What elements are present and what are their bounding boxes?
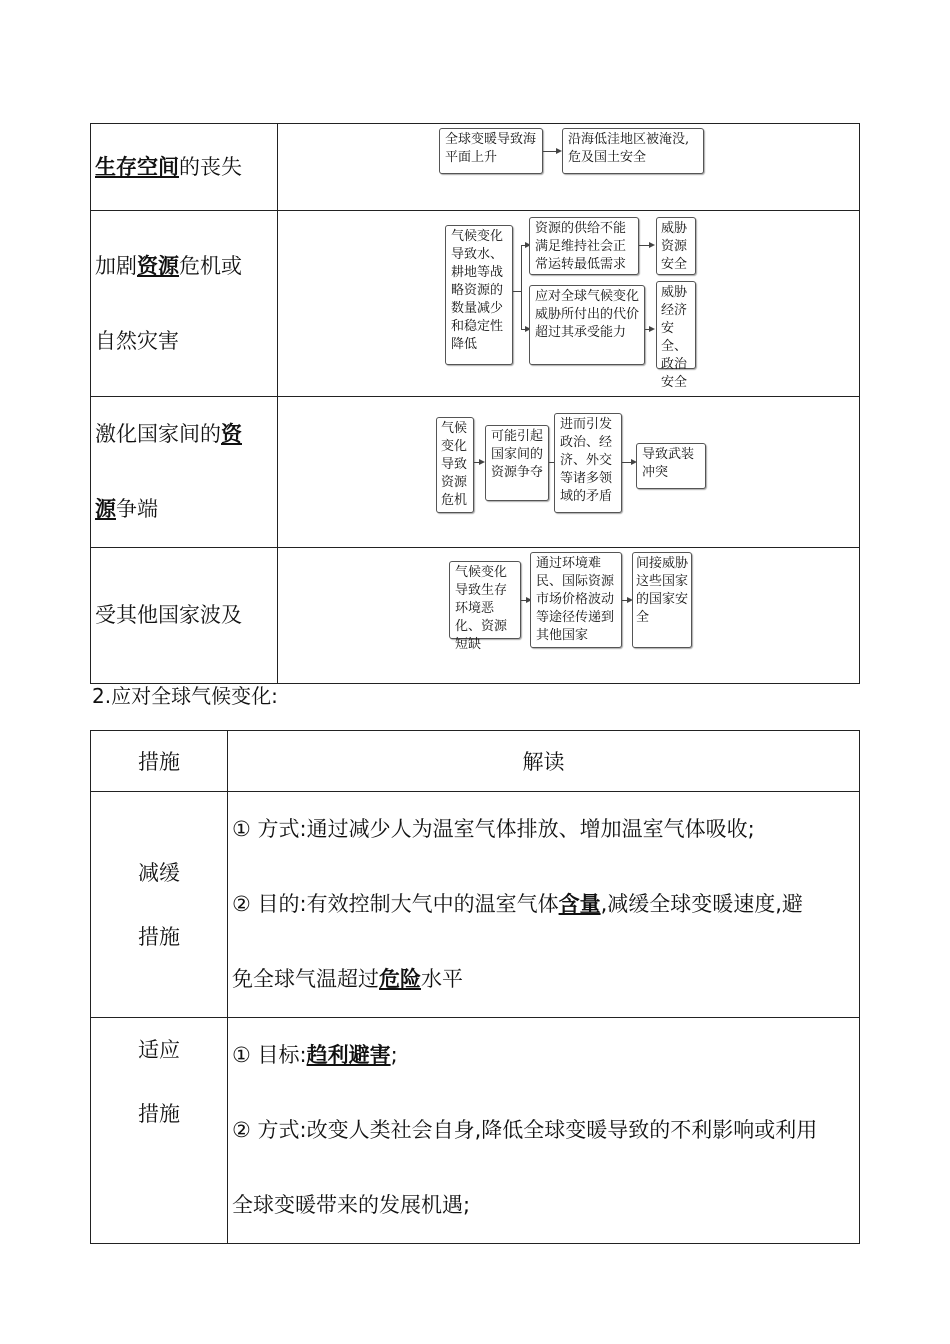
measure-detail: ① 方式:通过减少人为温室气体排放、增加温室气体吸收; ② 目的:有效控制大气中的温室气体含量,减缓全球变暖速度,避 免全球气温超过危险水平 bbox=[228, 792, 860, 1018]
climate-impact-table bbox=[90, 123, 860, 684]
measure-label: 适应 措施 bbox=[91, 1018, 228, 1244]
measure-label: 减缓 措施 bbox=[91, 792, 228, 1018]
flow-box: 资源的供给不能满足维持社会正常运转最低需求 bbox=[529, 217, 639, 275]
flow-box: 沿海低洼地区被淹没,危及国土安全 bbox=[562, 128, 704, 174]
table-row bbox=[91, 124, 860, 211]
flow-box: 气候变化导致生存环境恶化、资源短缺 bbox=[449, 561, 521, 639]
table-row bbox=[91, 792, 860, 1018]
table-row bbox=[91, 397, 860, 548]
row-label: 受其他国家波及 bbox=[91, 548, 278, 684]
flow-box: 威胁资源安全 bbox=[656, 217, 696, 275]
flow-box: 气候变化导致水、耕地等战略资源的数量减少和稳定性降低 bbox=[445, 225, 513, 365]
column-header: 解读 bbox=[228, 731, 860, 792]
flow-box: 通过环境难民、国际资源市场价格波动等途径传递到其他国家 bbox=[530, 552, 622, 648]
table-row bbox=[91, 1018, 860, 1244]
section-title: 2.应对全球气候变化: bbox=[92, 684, 278, 708]
flow-box: 进而引发政治、经济、外交等诸多领域的矛盾 bbox=[554, 413, 622, 513]
flow-box: 应对全球气候变化威胁所付出的代价超过其承受能力 bbox=[529, 285, 645, 365]
flow-box: 可能引起国家间的资源争夺 bbox=[485, 425, 549, 501]
flow-box: 导致武装冲突 bbox=[636, 443, 706, 489]
flow-box: 全球变暖导致海平面上升 bbox=[439, 128, 543, 174]
diagram-cell bbox=[278, 124, 860, 211]
column-header: 措施 bbox=[91, 731, 228, 792]
row-label: 生存空间的丧失 bbox=[91, 124, 278, 211]
table-row bbox=[91, 211, 860, 397]
flow-box: 威胁经济安全、政治安全 bbox=[656, 281, 696, 369]
row-label: 激化国家间的资 源争端 bbox=[91, 397, 278, 548]
diagram-cell bbox=[278, 211, 860, 397]
table-row bbox=[91, 548, 860, 684]
diagram-cell bbox=[278, 548, 860, 684]
measure-detail: ① 目标:趋利避害; ② 方式:改变人类社会自身,降低全球变暖导致的不利影响或利用 全球变暖带来的发展机遇; bbox=[228, 1018, 860, 1244]
climate-response-table bbox=[90, 730, 860, 1244]
table-header-row bbox=[91, 731, 860, 792]
flow-box: 气候变化导致资源危机 bbox=[436, 417, 474, 513]
diagram-cell bbox=[278, 397, 860, 548]
flow-box: 间接威胁这些国家的国家安全 bbox=[632, 552, 692, 648]
row-label: 加剧资源危机或 自然灾害 bbox=[91, 211, 278, 397]
